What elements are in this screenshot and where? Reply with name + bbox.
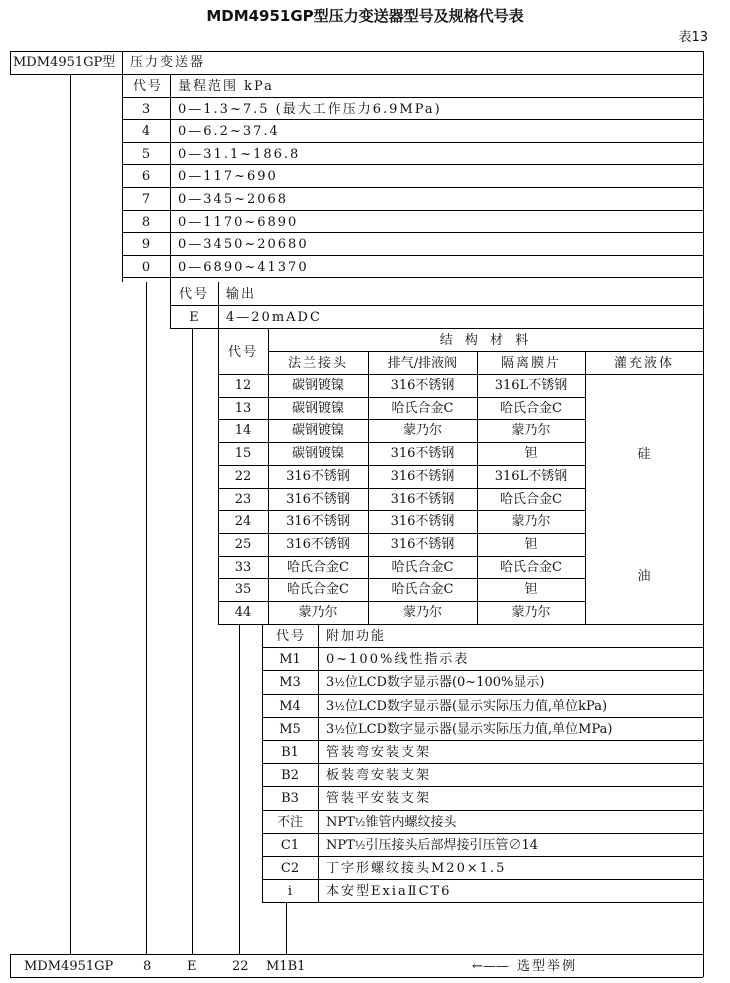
extra-desc-text: 丁字形螺纹接头M20×1.5 <box>326 861 507 876</box>
range-desc: 0—31.1~186.8 <box>178 147 301 162</box>
rule-line-31 <box>218 556 585 557</box>
extra-desc <box>326 792 431 805</box>
material-vent: 哈氏合金C <box>391 401 454 416</box>
rule-line-49 <box>262 810 703 811</box>
extra-desc <box>326 816 456 829</box>
range-code: 8 <box>141 215 151 230</box>
material-diaphragm: 钽 <box>524 446 538 461</box>
range-desc: 0—6.2~37.4 <box>178 124 280 139</box>
material-code: 12 <box>234 378 252 393</box>
example-extra: M1B1 <box>266 959 306 974</box>
material-diaphragm: 钽 <box>524 537 538 552</box>
rule-line-12 <box>122 232 703 233</box>
rule-line-57 <box>70 74 71 954</box>
extra-code: B1 <box>281 745 299 760</box>
rule-line-25 <box>218 419 585 420</box>
range-desc: 0—1170~6890 <box>178 215 299 230</box>
rule-line-26 <box>218 442 585 443</box>
material-code: 44 <box>234 605 252 620</box>
range-code: 3 <box>141 102 151 117</box>
extra-desc-text: 位LCD数字显示器(0~100%显示) <box>344 675 545 690</box>
range-desc: 0—3450~20680 <box>178 237 309 252</box>
rule-line-32 <box>218 578 585 579</box>
extra-code: 不注 <box>276 815 303 830</box>
range-code: 0 <box>141 260 151 275</box>
range-desc: 0—345~2068 <box>178 192 289 207</box>
extra-desc-fraction: ½ <box>334 723 345 736</box>
extra-desc-text: 锥管内螺纹接头 <box>365 815 457 830</box>
rule-line-53 <box>262 902 703 903</box>
extra-desc <box>326 723 612 736</box>
material-diaphragm: 哈氏合金C <box>500 492 562 507</box>
extra-code: M3 <box>279 675 301 690</box>
extra-desc <box>326 653 469 666</box>
rule-line-13 <box>122 255 703 256</box>
material-flange: 碳钢镀镍 <box>291 446 344 461</box>
output-desc: 4—20mADC <box>226 310 322 325</box>
rule-line-3 <box>122 51 123 74</box>
rule-line-65 <box>703 902 704 977</box>
material-diaphragm: 蒙乃尔 <box>511 605 551 620</box>
extra-desc-text: 引压接头后部焊接引压管∅14 <box>365 838 539 853</box>
material-col-flange: 法兰接头 <box>287 356 348 371</box>
material-code: 13 <box>234 401 252 416</box>
extra-desc-prefix: 3 <box>326 722 335 737</box>
rule-line-2 <box>10 51 11 74</box>
material-flange: 碳钢镀镍 <box>291 401 344 416</box>
rule-line-29 <box>218 510 585 511</box>
extra-desc <box>326 676 544 689</box>
extra-desc <box>326 885 451 898</box>
example-output: E <box>187 959 197 974</box>
extra-desc <box>326 769 431 782</box>
material-vent: 蒙乃尔 <box>402 605 442 620</box>
extra-code: B3 <box>281 791 299 806</box>
material-code: 25 <box>234 537 252 552</box>
range-desc: 0—117~690 <box>178 169 278 184</box>
rule-line-16 <box>170 74 171 282</box>
rule-line-8 <box>122 142 703 143</box>
material-code: 23 <box>234 492 252 507</box>
rule-line-20 <box>218 282 219 328</box>
extra-desc-prefix: 3 <box>326 699 335 714</box>
extra-desc <box>326 839 538 852</box>
material-header-group: 结 构 材 料 <box>439 333 533 348</box>
extra-desc-text: 板装弯安装支架 <box>326 768 432 783</box>
rule-line-21 <box>703 282 704 328</box>
material-diaphragm: 蒙乃尔 <box>511 514 551 529</box>
extra-header-desc: 附加功能 <box>326 629 387 644</box>
range-code: 9 <box>141 237 151 252</box>
material-vent: 哈氏合金C <box>391 560 454 575</box>
extra-desc-prefix: NPT <box>326 838 355 853</box>
material-flange: 316不锈钢 <box>286 537 350 552</box>
rule-line-58 <box>146 282 147 954</box>
rule-line-18 <box>170 328 703 329</box>
rule-line-42 <box>262 647 703 648</box>
range-desc: 0—6890~41370 <box>178 260 309 275</box>
extra-code: B2 <box>281 768 299 783</box>
extra-desc <box>326 700 607 713</box>
model-code: MDM4951GP型 <box>13 55 116 70</box>
rule-line-48 <box>262 786 703 787</box>
material-flange: 蒙乃尔 <box>298 605 338 620</box>
rule-line-41 <box>703 328 704 624</box>
rule-line-60 <box>239 624 240 954</box>
extra-desc-text: 0~100%线性指示表 <box>326 652 470 667</box>
extra-code: M1 <box>279 652 301 667</box>
rule-line-0 <box>10 51 703 52</box>
rule-line-22 <box>268 351 703 352</box>
range-code: 6 <box>141 169 151 184</box>
rule-line-43 <box>262 670 703 671</box>
extra-desc-prefix: NPT <box>326 815 355 830</box>
rule-line-51 <box>262 856 703 857</box>
range-desc: 0—1.3~7.5 (最大工作压力6.9MPa) <box>178 102 442 117</box>
material-vent: 316不锈钢 <box>390 514 455 529</box>
range-header-desc: 量程范围 kPa <box>178 79 274 94</box>
material-vent: 316不锈钢 <box>390 537 455 552</box>
rule-line-40 <box>585 351 586 624</box>
material-code: 35 <box>234 582 252 597</box>
material-vent: 蒙乃尔 <box>402 423 442 438</box>
extra-desc-fraction: ½ <box>354 839 366 852</box>
rule-line-4 <box>703 51 704 282</box>
rule-line-35 <box>585 624 703 625</box>
material-diaphragm: 蒙乃尔 <box>511 423 551 438</box>
rule-line-30 <box>218 533 585 534</box>
rule-line-45 <box>262 717 703 718</box>
material-vent: 316不锈钢 <box>390 492 455 507</box>
rule-line-10 <box>122 187 703 188</box>
extra-desc-text: 管装弯安装支架 <box>326 745 432 760</box>
material-flange: 316不锈钢 <box>286 469 350 484</box>
material-code: 15 <box>234 446 252 461</box>
output-header-code: 代号 <box>178 287 209 302</box>
extra-desc-text: 本安型ExiaⅡCT6 <box>326 884 452 899</box>
rule-line-47 <box>262 763 703 764</box>
extra-desc <box>326 862 506 875</box>
extra-code: i <box>287 884 293 899</box>
extra-desc-fraction: ½ <box>334 700 345 713</box>
material-code: 14 <box>234 423 252 438</box>
table-number: 表13 <box>678 30 708 45</box>
extra-code: C1 <box>280 838 300 853</box>
rule-line-59 <box>192 328 193 954</box>
rule-line-44 <box>262 694 703 695</box>
rule-line-64 <box>10 954 11 977</box>
material-flange: 316不锈钢 <box>286 514 350 529</box>
material-diaphragm: 316L不锈钢 <box>494 378 568 393</box>
material-flange: 哈氏合金C <box>287 560 349 575</box>
material-vent: 316不锈钢 <box>390 378 455 393</box>
extra-code: C2 <box>280 861 300 876</box>
material-fill-oil: 油 <box>637 569 651 584</box>
range-code: 4 <box>141 124 151 139</box>
material-diaphragm: 哈氏合金C <box>500 401 562 416</box>
rule-line-33 <box>218 601 585 602</box>
material-diaphragm: 哈氏合金C <box>500 560 562 575</box>
rule-line-23 <box>218 374 703 375</box>
material-fill-silicone: 硅 <box>637 447 651 462</box>
material-col-vent: 排气/排液阀 <box>387 356 458 371</box>
page-title: MDM4951GP型压力变送器型号及规格代号表 <box>206 7 524 25</box>
range-code: 5 <box>141 147 151 162</box>
range-header-code: 代号 <box>132 79 163 94</box>
material-flange: 碳钢镀镍 <box>291 423 344 438</box>
rule-line-17 <box>170 305 703 306</box>
material-flange: 碳钢镀镍 <box>291 378 344 393</box>
rule-line-5 <box>122 74 703 75</box>
material-vent: 哈氏合金C <box>391 582 454 597</box>
rule-line-63 <box>10 977 703 978</box>
extra-desc-text: 位LCD数字显示器(显示实际压力值,单位MPa) <box>344 722 613 737</box>
example-model: MDM4951GP <box>24 959 114 974</box>
rule-line-62 <box>10 954 703 955</box>
material-vent: 316不锈钢 <box>390 469 455 484</box>
rule-line-56 <box>703 624 704 902</box>
rule-line-52 <box>262 879 703 880</box>
rule-line-24 <box>218 397 585 398</box>
rule-line-28 <box>218 488 585 489</box>
material-vent: 316不锈钢 <box>390 446 455 461</box>
extra-header-code: 代号 <box>275 629 306 644</box>
example-arrow: ←—— <box>472 959 509 974</box>
material-flange: 哈氏合金C <box>287 582 349 597</box>
rule-line-34 <box>218 624 585 625</box>
material-code: 24 <box>234 514 252 529</box>
material-diaphragm: 316L不锈钢 <box>494 469 568 484</box>
rule-line-46 <box>262 740 703 741</box>
material-code: 33 <box>234 560 252 575</box>
material-flange: 316不锈钢 <box>286 492 350 507</box>
extra-desc-prefix: 3 <box>326 675 335 690</box>
rule-line-61 <box>286 902 287 954</box>
material-col-diaphragm: 隔离膜片 <box>500 356 561 371</box>
output-code: E <box>189 310 199 325</box>
model-name: 压力变送器 <box>130 55 206 70</box>
material-code: 22 <box>234 469 252 484</box>
material-header-code: 代号 <box>227 345 258 360</box>
rule-line-50 <box>262 833 703 834</box>
extra-desc-text: 管装平安装支架 <box>326 791 432 806</box>
rule-line-14 <box>122 277 703 278</box>
range-code: 7 <box>141 192 151 207</box>
rule-line-27 <box>218 465 585 466</box>
extra-desc-text: 位LCD数字显示器(显示实际压力值,单位kPa) <box>344 699 608 714</box>
extra-code: M4 <box>279 699 301 714</box>
rule-line-55 <box>318 624 319 902</box>
output-header-desc: 输出 <box>226 287 257 302</box>
rule-line-6 <box>122 97 703 98</box>
extra-desc-fraction: ½ <box>334 676 345 689</box>
rule-line-9 <box>122 164 703 165</box>
material-col-fill: 灌充液体 <box>613 356 674 371</box>
material-diaphragm: 钽 <box>524 582 538 597</box>
extra-code: M5 <box>279 722 301 737</box>
extra-desc <box>326 746 431 759</box>
rule-line-11 <box>122 210 703 211</box>
example-range: 8 <box>143 959 152 974</box>
extra-desc-fraction: ½ <box>354 816 366 829</box>
example-material: 22 <box>232 959 249 974</box>
example-label: 选型举例 <box>517 959 578 974</box>
rule-line-7 <box>122 119 703 120</box>
